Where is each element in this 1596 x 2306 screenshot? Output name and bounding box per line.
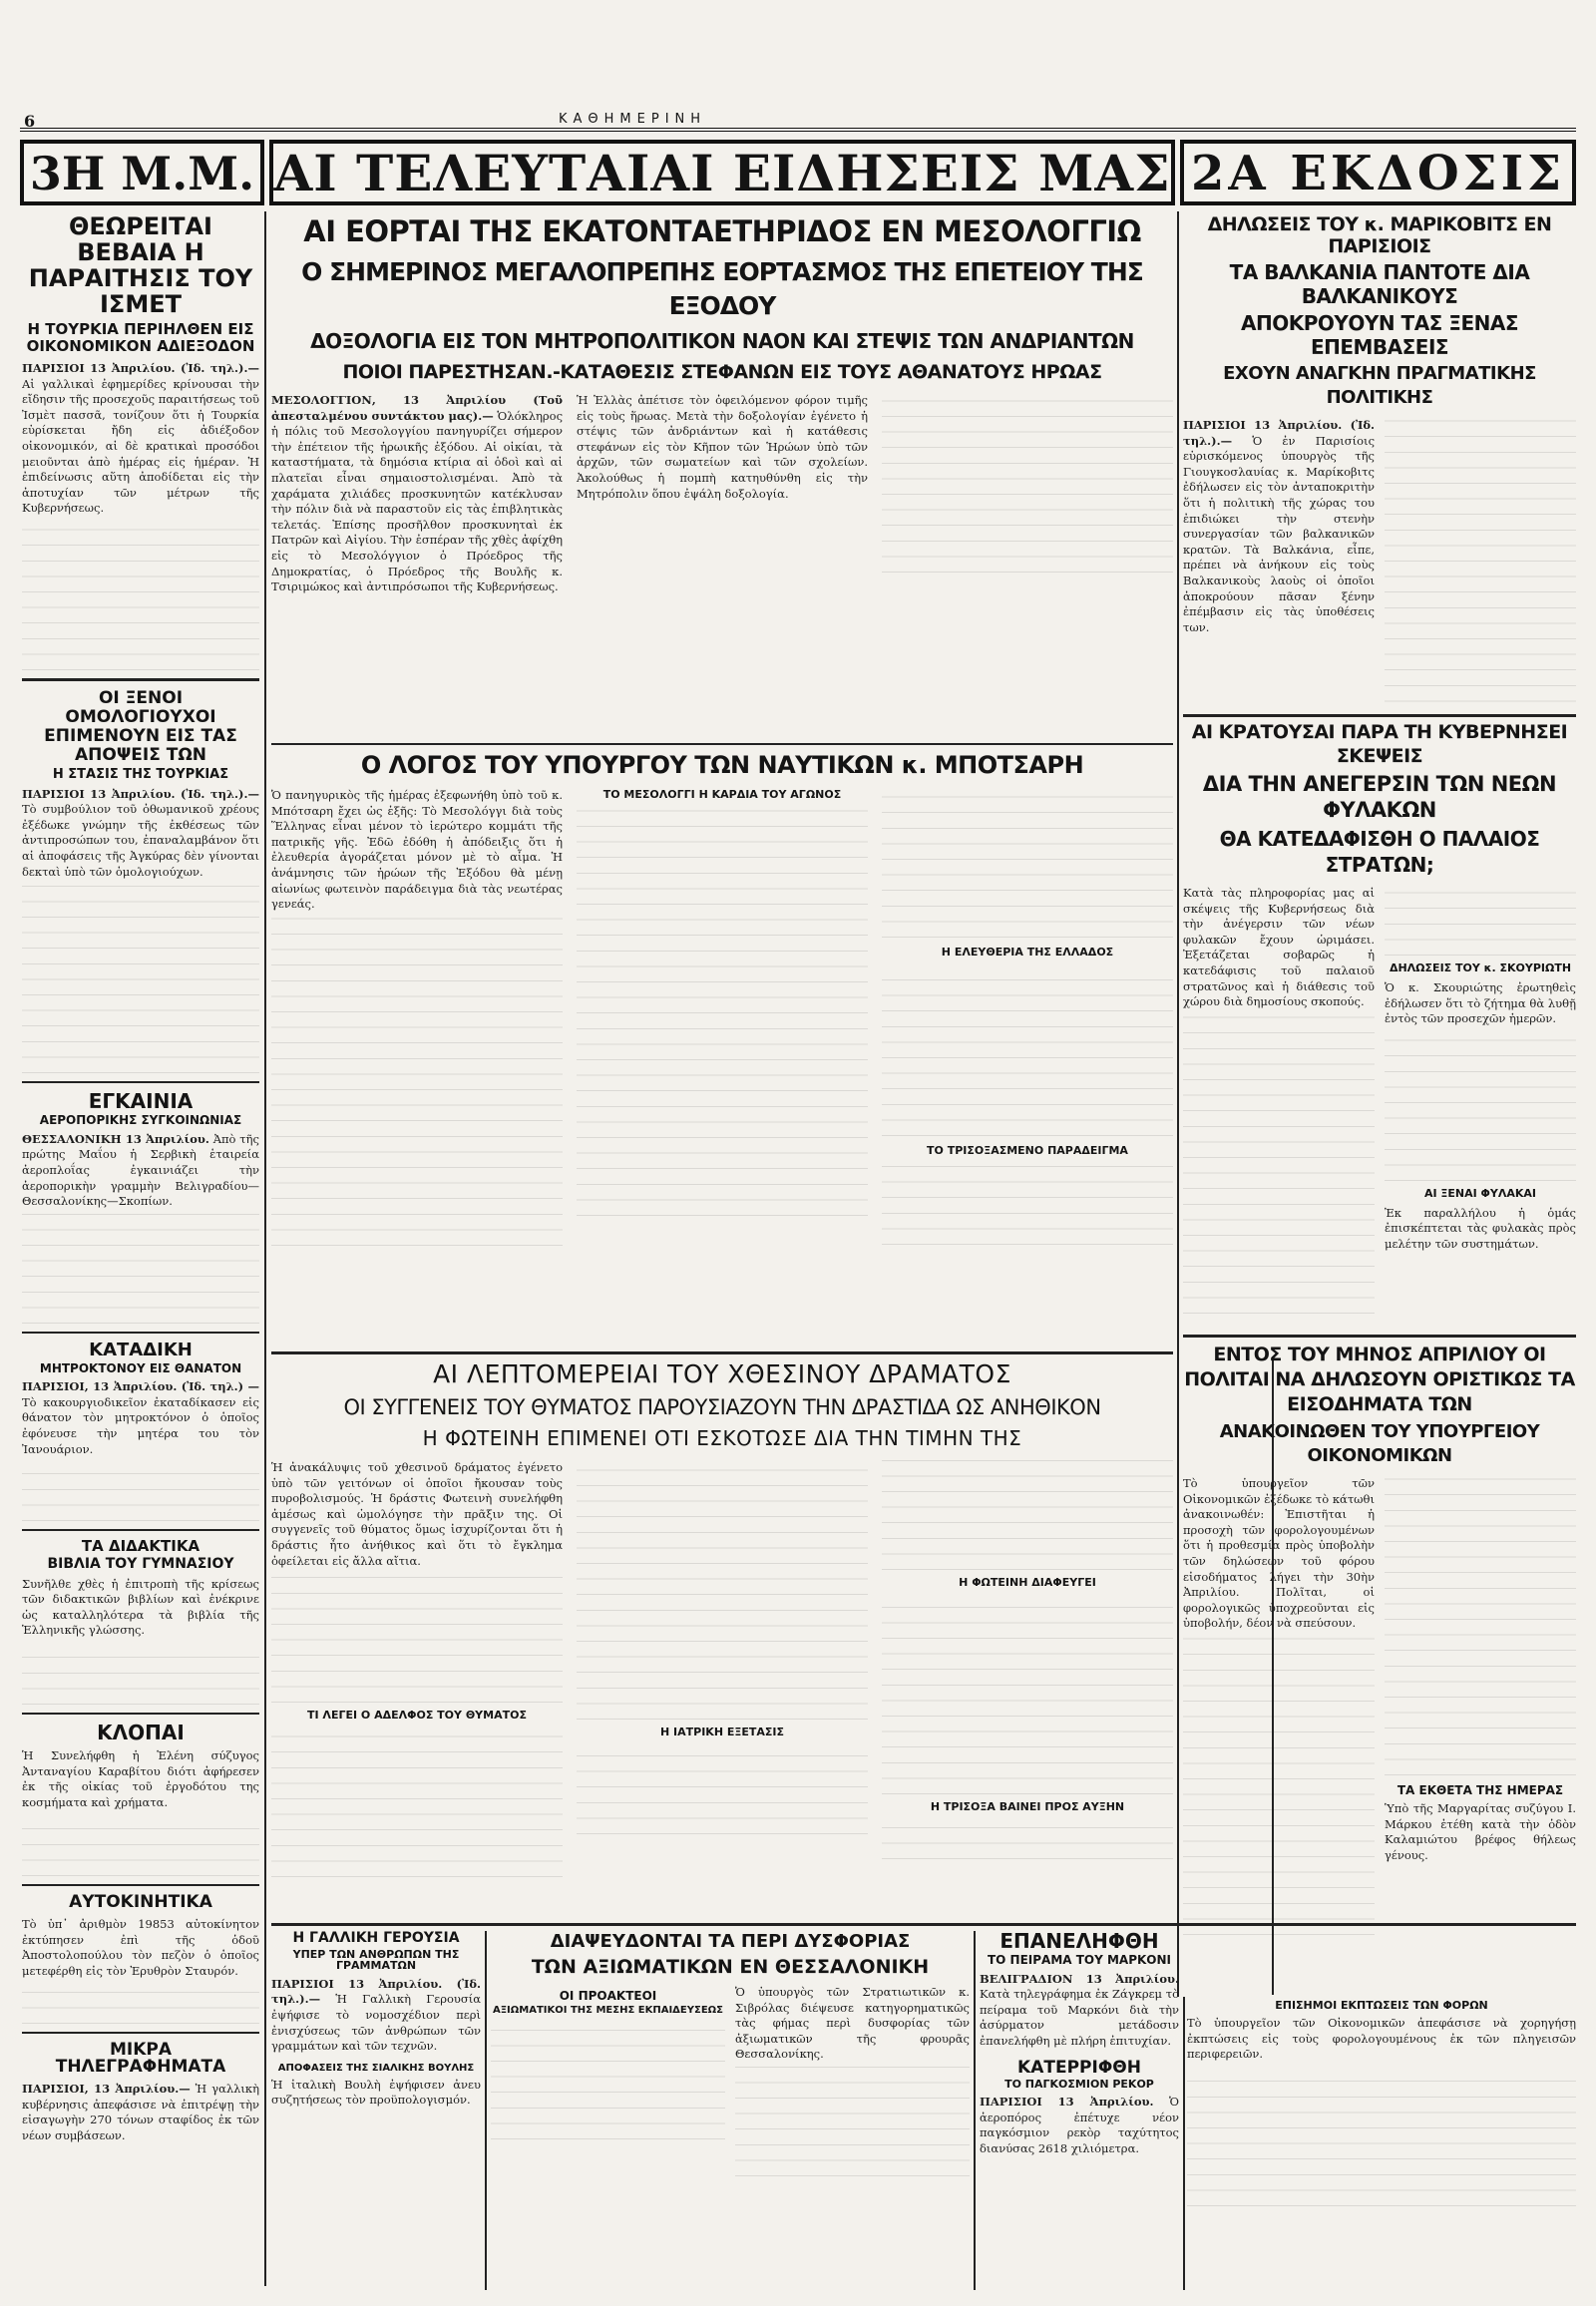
speech-text: Ὁ πανηγυρικὸς τῆς ἡμέρας ἐξεφωνήθη ὑπὸ τοῦ κ. Μπότσαρη ἔχει ὡς ἑξῆς: Τὸ Μεσολόγγι διὰ τοὺς Ἕλληνας εἶναι μένον τὸ ἱερώτερο κομμάτι τῆς πατρικῆς γῆς. Ἐδῶ ἐδόθη ἡ ἀπόδειξις ὅτι ἡ ἐλευθερία ἀγοράζεται μόνον μὲ τὸ αἷμα. Ἡ ἀνάμνησις τῶν ἡρώων τῆς Ἐξόδου θὰ μένῃ αἰωνίως φωτεινὸν παράδειγμα διὰ τὰς νεωτέρας γενεάς.: [271, 788, 563, 912]
left-story-6-headline: ΚΛΟΠΑΙ: [97, 1720, 185, 1744]
drama-headline: ΑΙ ΛΕΠΤΟΜΕΡΕΙΑΙ ΤΟΥ ΧΘΕΣΙΝΟΥ ΔΡΑΜΑΤΟΣ: [433, 1359, 1011, 1388]
column-rule: [1177, 211, 1179, 1997]
text-block: [735, 2067, 970, 2176]
bottom-story-2: [491, 1931, 970, 2290]
bottom-story-3: [980, 1931, 1179, 2290]
drama-subhead-3: Η ΦΩΤΕΙΝΗ ΔΙΑΦΕΥΓΕΙ: [959, 1576, 1096, 1589]
text-block: [271, 917, 563, 1246]
left-story-8-dateline: ΠΑΡΙΣΙΟΙ, 13 Ἀπριλίου.—: [22, 2082, 191, 2097]
text-block: [882, 1819, 1173, 1859]
text-block: [271, 1728, 563, 1877]
top-rule: [20, 128, 1576, 132]
edition-left-box: [20, 140, 264, 205]
left-story-3-text: Ἀπὸ τῆς πρώτης Μαΐου ἡ Σερβικὴ ἑταιρεία ἀεροπλοΐας ἐγκαινιάζει τὴν ἀεροπορικὴν γραμμὴν Βελιγραδίου—Θεσσαλονίκης—Σκοπίων.: [22, 1131, 259, 1209]
left-column: [22, 213, 259, 2298]
bottom-story-1-sub-text: Ἡ ἰταλικὴ Βουλὴ ἐψήφισεν ἀνευ συζητήσεως τὸν προϋπολογισμόν.: [271, 2077, 481, 2108]
text-block: [22, 1814, 259, 1876]
left-story-1-dateline: ΠΑΡΙΣΙΟΙ 13 Ἀπριλίου. (Ἰδ. τηλ.).—: [22, 361, 259, 375]
page-number: 6: [24, 112, 36, 131]
bottom-story-2-deck: ΤΩΝ ΑΞΙΩΜΑΤΙΚΩΝ ΕΝ ΘΕΣΣΑΛΟΝΙΚΗ: [531, 1956, 930, 1978]
left-story-3-headline: ΕΓΚΑΙΝΙΑ: [88, 1089, 194, 1114]
right-story-2-sub2-text: Ἐκ παραλλήλου ἡ ὁμάς ἐπισκέπτεται τὰς φυλακὰς πρὸς μελέτην τῶν συστημάτων.: [1385, 1205, 1576, 1251]
left-story-3-subhead: ΑΕΡΟΠΟΡΙΚΗΣ ΣΥΓΚΟΙΝΩΝΙΑΣ: [39, 1113, 242, 1128]
text-block: [882, 966, 1173, 1136]
text-block: [271, 1573, 563, 1703]
right-story-3-headline: ΕΝΤΟΣ ΤΟΥ ΜΗΝΟΣ ΑΠΡΙΛΙΟΥ ΟΙ ΠΟΛΙΤΑΙ ΝΑ ΔΗΛΩΣΟΥΝ ΟΡΙΣΤΙΚΩΣ ΤΑ ΕΙΣΟΔΗΜΑΤΑ ΤΩΝ: [1184, 1344, 1575, 1415]
bottom-story-2-text: Ὁ ὑπουργὸς τῶν Στρατιωτικῶν κ. Σιβρόλας διέψευσε κατηγορηματικῶς τὰς φήμας περὶ δυσφορίας τῶν ἀξιωματικῶν τῆς φρουρᾶς Θεσσαλονίκης.: [735, 1985, 970, 2062]
bottom-story-3-sub-dateline: ΠΑΡΙΣΙΟΙ 13 Ἀπριλίου.: [980, 2094, 1154, 2109]
main-banner-box: [269, 140, 1175, 205]
right-story-2-text: Κατὰ τὰς πληροφορίας μας αἱ σκέψεις τῆς Κυβερνήσεως διὰ τὴν ἀνέγερσιν τῶν νέων φυλακῶν ἔχουν ὡριμάσει. Ἐξετάζεται σοβαρῶς ἡ κατεδάφισις τοῦ παλαιοῦ στρατῶνος καὶ ἡ διάθεσις τοῦ χώρου διὰ δημοσίους σκοπούς.: [1183, 886, 1375, 1009]
section-rule: [1183, 714, 1576, 717]
left-story-3-dateline: ΘΕΣΣΑΛΟΝΙΚΗ 13 Ἀπριλίου.: [22, 1131, 209, 1146]
right-story-1: [1183, 213, 1576, 712]
lead-deck-1: Ο ΣΗΜΕΡΙΝΟΣ ΜΕΓΑΛΟΠΡΕΠΗΣ ΕΟΡΤΑΣΜΟΣ ΤΗΣ ΕΠΕΤΕΙΟΥ ΤΗΣ ΕΞΟΔΟΥ: [301, 257, 1143, 320]
bottom-story-3-sub-text: Ὁ ἀεροπόρος ἐπέτυχε νέον παγκόσμιον ρεκὸρ ταχύτητος διανύσας 2618 χιλιόμετρα.: [980, 2094, 1179, 2155]
text-block: [22, 1461, 259, 1521]
left-story-1-text: Αἱ γαλλικαὶ ἐφημερίδες κρίνουσαι τὴν εἴδησιν τῆς προσεχοῦς παραιτήσεως τοῦ Ἰσμὲτ πασσᾶ, τονίζουν ὅτι ἡ Τουρκία εὑρίσκεται ἤδη εἰς ἀδιέξοδον οἰκονομικόν, αἱ δὲ κρατικαὶ προσόδοι μειοῦνται ἀπὸ ἡμέρας εἰς ἡμέραν. Ἡ ἐπιδείνωσις αὕτη ἀποδίδεται εἰς τὴν ἀποτυχίαν τῶν μέτρων τῆς Κυβερνήσεως.: [22, 376, 259, 516]
bottom-story-3-text: Κατὰ τηλεγράφημα ἐκ Ζάγκρεμ τὸ πείραμα τοῦ Μαρκόνι διὰ τὴν ἀσύρματον μετάδοσιν ἐπανελήφθη μὲ πλήρη ἐπιτυχίαν.: [980, 1987, 1179, 2048]
speech-story: [271, 750, 1173, 1348]
left-story-3: [22, 1091, 259, 1324]
speech-headline: Ο ΛΟΓΟΣ ΤΟΥ ΥΠΟΥΡΓΟΥ ΤΩΝ ΝΑΥΤΙΚΩΝ κ. ΜΠΟΤΣΑΡΗ: [360, 751, 1084, 779]
drama-subhead-1: ΤΙ ΛΕΓΕΙ Ο ΑΔΕΛΦΟΣ ΤΟΥ ΘΥΜΑΤΟΣ: [307, 1709, 527, 1723]
speech-subhead-2: Η ΕΛΕΥΘΕΡΙΑ ΤΗΣ ΕΛΛΑΔΟΣ: [941, 946, 1114, 959]
text-block: [1385, 1476, 1576, 1775]
left-story-8: [22, 2039, 259, 2144]
center-lead-story: [271, 213, 1173, 742]
bottom-story-3-deck: ΤΟ ΠΕΙΡΑΜΑ ΤΟΥ ΜΑΡΚΟΝΙ: [987, 1953, 1172, 1967]
right-story-2-sub1-text: Ὁ κ. Σκουριώτης ἐρωτηθεὶς ἐδήλωσεν ὅτι τὸ ζήτημα θὰ λυθῇ ἐντὸς τῶν προσεχῶν ἡμερῶν.: [1385, 980, 1576, 1026]
left-story-6: [22, 1720, 259, 1876]
drama-deck-1: ΟΙ ΣΥΓΓΕΝΕΙΣ ΤΟΥ ΘΥΜΑΤΟΣ ΠΑΡΟΥΣΙΑΖΟΥΝ ΤΗΝ ΔΡΑΣΤΙΔΑ ΩΣ ΑΝΗΘΙΚΟΝ: [343, 1395, 1101, 1419]
lead-deck-2: ΔΟΞΟΛΟΓΙΑ ΕΙΣ ΤΟΝ ΜΗΤΡΟΠΟΛΙΤΙΚΟΝ ΝΑΟΝ ΚΑΙ ΣΤΕΨΙΣ ΤΩΝ ΑΝΔΡΙΑΝΤΩΝ: [310, 329, 1134, 353]
text-block: [1385, 1031, 1576, 1181]
section-rule: [22, 1529, 259, 1531]
section-rule: [1183, 1335, 1576, 1338]
right-story-3-deck: ΑΝΑΚΟΙΝΩΘΕΝ ΤΟΥ ΥΠΟΥΡΓΕΙΟΥ ΟΙΚΟΝΟΜΙΚΩΝ: [1219, 1421, 1540, 1466]
section-rule: [271, 1351, 1173, 1354]
left-story-6-text: Ἡ Συνελήφθη ἡ Ἑλένη σύζυγος Ἀνταναγίου Καραβίτου διότι ἀφήρεσεν ἐκ τῆς οἰκίας τοῦ ἐργοδότου της κοσμήματα καὶ χρήματα.: [22, 1747, 259, 1809]
section-rule: [22, 2032, 259, 2034]
column-rule: [974, 1931, 976, 2290]
text-block: [882, 1165, 1173, 1245]
bottom-story-1-subhead: ΑΠΟΦΑΣΕΙΣ ΤΗΣ ΣΙΑΛΙΚΗΣ ΒΟΥΛΗΣ: [277, 2062, 475, 2074]
left-story-7: [22, 1894, 259, 2023]
text-block: [577, 1744, 868, 1834]
text-block: [1187, 2067, 1576, 2206]
drama-subhead-2: Η ΙΑΤΡΙΚΗ ΕΞΕΤΑΣΙΣ: [660, 1726, 784, 1738]
right-story-2-deck-1: ΔΙΑ ΤΗΝ ΑΝΕΓΕΡΣΙΝ ΤΩΝ ΝΕΩΝ ΦΥΛΑΚΩΝ: [1202, 772, 1557, 822]
lead-dateline: ΜΕΣΟΛΟΓΓΙΟΝ, 13 Ἀπριλίου (Τοῦ ἀπεσταλμένου συντάκτου μας).—: [271, 393, 563, 423]
left-story-2: [22, 689, 259, 1073]
text-block: [491, 2020, 725, 2139]
left-story-7-headline: ΑΥΤΟΚΙΝΗΤΙΚΑ: [69, 1892, 212, 1913]
section-rule: [22, 678, 259, 681]
right-story-1-headline: ΔΗΛΩΣΕΙΣ ΤΟΥ κ. ΜΑΡΙΚΟΒΙΤΣ ΕΝ ΠΑΡΙΣΙΟΙΣ: [1207, 213, 1552, 257]
right-story-2-subhead-1: ΔΗΛΩΣΕΙΣ ΤΟΥ κ. ΣΚΟΥΡΙΩΤΗ: [1389, 961, 1572, 974]
drama-story: [271, 1358, 1173, 1917]
text-block: [1183, 1014, 1375, 1314]
right-story-3: [1183, 1343, 1576, 1991]
left-story-1-subhead: Η ΤΟΥΡΚΙΑ ΠΕΡΙΗΛΘΕΝ ΕΙΣ ΟΙΚΟΝΟΜΙΚΟΝ ΑΔΙΕΞΟΔΟΝ: [26, 320, 255, 355]
lead-headline: ΑΙ ΕΟΡΤΑΙ ΤΗΣ ΕΚΑΤΟΝΤΑΕΤΗΡΙΔΟΣ ΕΝ ΜΕΣΟΛΟΓΓΙΩ: [303, 214, 1141, 248]
bottom-story-2-sub-deck: ΑΞΙΩΜΑΤΙΚΟΙ ΤΗΣ ΜΕΣΗΣ ΕΚΠΑΙΔΕΥΣΕΩΣ: [493, 2005, 723, 2016]
bottom-story-3-headline: ΕΠΑΝΕΛΗΦΘΗ: [999, 1931, 1159, 1953]
left-story-2-text: Τὸ συμβούλιον τοῦ ὀθωμανικοῦ χρέους ἐξέδωκε γνώμην τῆς ἐκθέσεως τῶν ἀντιπροσώπων του, ἐπαναλαμβάνον ὅτι αἱ ἀποφάσεις τῆς Ἀγκύρας δὲν γίνονται δεκταὶ ὑπὸ τῶν ὁμολογιούχων.: [22, 802, 259, 879]
section-rule: [22, 1713, 259, 1715]
bottom-story-4-headline: ΕΠΙΣΗΜΟΙ ΕΚΠΤΩΣΕΙΣ ΤΩΝ ΦΟΡΩΝ: [1275, 1999, 1488, 2012]
bottom-story-1-dateline: ΠΑΡΙΣΙΟΙ 13 Ἀπριλίου. (Ἰδ. τηλ.).—: [271, 1976, 481, 2007]
text-block: [22, 1984, 259, 2024]
bottom-story-1-headline: Η ΓΑΛΛΙΚΗ ΓΕΡΟΥΣΙΑ: [292, 1931, 460, 1946]
edition-left: 3Η Μ.Μ.: [29, 147, 255, 200]
bottom-story-2-subhead: ΟΙ ΠΡΟΑΚΤΕΟΙ: [559, 1989, 657, 2003]
text-block: [1183, 1636, 1375, 1935]
text-block: [882, 788, 1173, 938]
masthead: ΚΑΘΗΜΕΡΙΝΗ: [559, 112, 707, 127]
lead-text: Ὁλόκληρος ἡ πόλις τοῦ Μεσολογγίου πανηγυρίζει σήμερον τὴν ἐπέτειον τῆς ἡρωικῆς ἐξόδου. Αἱ οἰκίαι, τὰ καταστήματα, τὰ δημόσια κτίρια αἱ ὁδοὶ καὶ αἱ πλατεῖαι εἶναι σημαιοστολισμέναι. Ἀπὸ τὰ χαράματα χιλιάδες προσκυνητῶν κατέκλυσαν τὴν πόλιν διὰ νὰ παραστοῦν εἰς τὰς ἐπιβλητικὰς τελετάς. Ἐπίσης προσῆλθον προσκυνηταὶ ἐκ Πατρῶν καὶ Αἰγίου. Τὴν ἐσπέραν τῆς χθὲς ἀφίχθη εἰς τὸ Μεσολόγγιον ὁ Πρόεδρος τῆς Δημοκρατίας, ὁ Πρόεδρος τῆς Βουλῆς κ. Τσιριμώκος καὶ ἀντιπρόσωποι τῆς Κυβερνήσεως.: [271, 408, 564, 594]
left-story-2-headline: ΟΙ ΞΕΝΟΙ ΟΜΟΛΟΓΙΟΥΧΟΙ ΕΠΙΜΕΝΟΥΝ ΕΙΣ ΤΑΣ ΑΠΟΨΕΙΣ ΤΩΝ: [44, 687, 237, 765]
column-rule: [485, 1931, 487, 2290]
bottom-story-3-dateline: ΒΕΛΙΓΡΑΔΙΟΝ 13 Ἀπριλίου.: [980, 1971, 1179, 1986]
left-story-5-subhead: ΒΙΒΛΙΑ ΤΟΥ ΓΥΜΝΑΣΙΟΥ: [47, 1555, 234, 1572]
left-story-4: [22, 1339, 259, 1521]
left-story-8-headline: ΜΙΚΡΑ ΤΗΛΕΓΡΑΦΗΜΑΤΑ: [55, 2039, 226, 2078]
bottom-story-2-headline: ΔΙΑΨΕΥΔΟΝΤΑΙ ΤΑ ΠΕΡΙ ΔΥΣΦΟΡΙΑΣ: [550, 1931, 911, 1952]
right-story-2-deck-2: ΘΑ ΚΑΤΕΔΑΦΙΣΘΗ Ο ΠΑΛΑΙΟΣ ΣΤΡΑΤΩΝ;: [1219, 827, 1540, 877]
section-rule: [271, 1923, 1576, 1926]
text-block: [882, 1595, 1173, 1794]
text-block: [22, 1214, 259, 1324]
column-rule: [264, 211, 266, 2286]
left-story-5: [22, 1539, 259, 1705]
left-story-8-text: Ἡ γαλλικὴ κυβέρνησις ἀπεφάσισε νὰ ἐπιτρέψῃ τὴν εἰσαγωγὴν 270 τόνων σταφίδος ἐκ τῶν νέων συμβάσεων.: [22, 2082, 259, 2143]
edition-right-box: [1180, 140, 1576, 205]
column-rule: [1183, 1997, 1185, 2290]
right-story-1-deck-3: ΕΧΟΥΝ ΑΝΑΓΚΗΝ ΠΡΑΓΜΑΤΙΚΗΣ ΠΟΛΙΤΙΚΗΣ: [1223, 363, 1536, 408]
text-block: [22, 884, 259, 1073]
section-rule: [22, 1884, 259, 1886]
right-story-2-headline: ΑΙ ΚΡΑΤΟΥΣΑΙ ΠΑΡΑ ΤΗ ΚΥΒΕΡΝΗΣΕΙ ΣΚΕΨΕΙΣ: [1191, 721, 1568, 767]
bottom-story-1-text: Ἡ Γαλλικὴ Γερουσία ἐψήφισε τὸ νομοσχέδιον περὶ ἐνισχύσεως τῶν ἀνθρώπων τῶν γραμμάτων καὶ τῶν τεχνῶν.: [271, 1992, 481, 2054]
left-story-7-text: Τὸ ὑπ᾽ ἀριθμὸν 19853 αὐτοκίνητον ἐκτύπησεν ἐπὶ τῆς ὁδοῦ Ἀποστολοπούλου τὸν πεζὸν ὁ ὁποῖος μετεφέρθη εἰς τὸν Ἐρυθρὸν Σταυρόν.: [22, 1917, 259, 1978]
right-story-4-headline: ΤΑ ΕΚΘΕΤΑ ΤΗΣ ΗΜΕΡΑΣ: [1396, 1783, 1564, 1797]
drama-text: Ἡ ἀνακάλυψις τοῦ χθεσινοῦ δράματος ἐγένετο ὑπὸ τῶν γειτόνων οἱ ὁποῖοι ἤκουσαν τοὺς πυροβολισμούς. Ἡ δράστις Φωτεινὴ συνελήφθη ἀμέσως καὶ ὡμολόγησε τὴν πρᾶξιν της. Οἱ συγγενεῖς τοῦ θύματος ὅμως ἰσχυρίζονται ὅτι ἡ δράστις ἦτο ἀνήθικος καὶ ὅτι τὸ ἔγκλημα ὀφείλεται εἰς ἄλλα αἴτια.: [271, 1460, 563, 1568]
right-story-2-subhead-2: ΑΙ ΞΕΝΑΙ ΦΥΛΑΚΑΙ: [1423, 1186, 1536, 1200]
bottom-story-1: [271, 1931, 481, 2290]
bottom-story-1-deck: ΥΠΕΡ ΤΩΝ ΑΝΘΡΩΠΩΝ ΤΗΣ ΓΡΑΜΜΑΤΩΝ: [292, 1947, 460, 1973]
text-block: [1385, 418, 1576, 712]
bottom-story-3-sub-deck: ΤΟ ΠΑΓΚΟΣΜΙΟΝ ΡΕΚΟΡ: [1004, 2078, 1154, 2092]
left-story-1: [22, 213, 259, 670]
left-story-4-text: Τὸ κακουργιοδικεῖον ἐκαταδίκασεν εἰς θάνατον τὸν μητροκτόνον ὁ ὁποῖος ἐφόνευσε τὴν μητέρα του τὸν Ἰανουάριον.: [22, 1394, 259, 1456]
section-rule: [22, 1332, 259, 1334]
right-story-3-text: Τὸ ὑπουργεῖον τῶν Οἰκονομικῶν ἐξέδωκε τὸ κάτωθι ἀνακοινωθέν: Ἐπιστῆται ἡ προσοχὴ τῶν φορολογουμένων ὅτι ἡ προθεσμία πρὸς ὑποβολὴν τῶν δηλώσεων τοῦ φόρου εἰσοδήματος λήγει τὴν 30ὴν Ἀπριλίου. Πολῖται, οἱ φορολογικῶς ὑποχρεοῦνται εἰς ὑποβολήν, δέον νὰ σπεύσουν.: [1183, 1476, 1375, 1631]
text-block: [882, 393, 1173, 573]
speech-subhead-3: ΤΟ ΤΡΙΣΟΞΑΣΜΕΝΟ ΠΑΡΑΔΕΙΓΜΑ: [927, 1144, 1128, 1157]
section-rule: [271, 743, 1173, 745]
section-rule: [22, 1081, 259, 1083]
right-story-1-text: Ὁ ἐν Παρισίοις εὑρισκόμενος ὑπουργὸς τῆς Γιουγκοσλαυίας κ. Μαρίκοβιτς ἐδήλωσεν εἰς τὸν ἀνταποκριτὴν ὅτι ἡ πολιτικὴ τῆς χώρας του ἐπιδιώκει τὴν στενὴν συνεργασίαν τῶν βαλκανικῶν κρατῶν. Τὰ Βαλκάνια, εἶπε, πρέπει νὰ ἀνήκουν εἰς τοὺς Βαλκανικοὺς λαοὺς οἱ ὁποῖοι ἀποκρούουν πᾶσαν ξένην ἐπέμβασιν εἰς τὰς ὑποθέσεις των.: [1183, 433, 1376, 634]
left-story-5-text: Συνῆλθε χθὲς ἡ ἐπιτροπὴ τῆς κρίσεως τῶν διδακτικῶν βιβλίων καὶ ἐνέκρινε ὡς καταλληλότερα τὰ βιβλία τῆς Ἑλληνικῆς γλώσσης.: [22, 1576, 259, 1638]
right-story-1-dateline: ΠΑΡΙΣΙΟΙ 13 Ἀπριλίου. (Ἰδ. τηλ.).—: [1183, 418, 1375, 448]
text-block: [577, 807, 868, 1216]
drama-subhead-4: Η ΤΡΙΣΟΞΑ ΒΑΙΝΕΙ ΠΡΟΣ ΑΥΞΗΝ: [930, 1800, 1125, 1813]
lead-text-2: Ἡ Ἑλλὰς ἀπέτισε τὸν ὀφειλόμενον φόρον τιμῆς εἰς τοὺς ἥρωας. Μετὰ τὴν δοξολογίαν ἐγένετο ἡ στέψις τῶν ἀνδριάντων καὶ ἡ κατάθεσις στεφάνων εἰς τὸν Κῆπον τῶν Ἡρώων ὑπὸ τῶν ἀρχῶν, τῶν σωματείων καὶ τῶν σχολείων. Ἀκολούθως ἡ πομπὴ κατηυθύνθη εἰς τὴν Μητρόπολιν ὅπου ἐψάλη δοξολογία.: [577, 393, 868, 501]
left-story-4-dateline: ΠΑΡΙΣΙΟΙ, 13 Ἀπριλίου. (Ἰδ. τηλ.) —: [22, 1379, 259, 1394]
text-block: [1385, 886, 1576, 956]
text-block: [22, 1643, 259, 1705]
left-story-2-subhead: Η ΣΤΑΣΙΣ ΤΗΣ ΤΟΥΡΚΙΑΣ: [52, 766, 229, 782]
left-story-4-headline: ΚΑΤΑΔΙΚΗ: [89, 1339, 193, 1360]
edition-right: 2Α ΕΚΔΟΣΙΣ: [1190, 146, 1566, 201]
left-story-1-headline: ΘΕΩΡΕΙΤΑΙ ΒΕΒΑΙΑ Η ΠΑΡΑΙΤΗΣΙΣ ΤΟΥ ΙΣΜΕΤ: [28, 213, 253, 318]
drama-deck-2: Η ΦΩΤΕΙΝΗ ΕΠΙΜΕΝΕΙ ΟΤΙ ΕΣΚΟΤΩΣΕ ΔΙΑ ΤΗΝ ΤΙΜΗΝ ΤΗΣ: [422, 1426, 1022, 1450]
right-story-1-deck-2: ΑΠΟΚΡΟΥΟΥΝ ΤΑΣ ΞΕΝΑΣ ΕΠΕΜΒΑΣΕΙΣ: [1241, 311, 1518, 359]
bottom-story-4: [1187, 1999, 1576, 2290]
left-story-4-subhead: ΜΗΤΡΟΚΤΟΝΟΥ ΕΙΣ ΘΑΝΑΤΟΝ: [39, 1360, 242, 1375]
speech-subhead-1: ΤΟ ΜΕΣΟΛΟΓΓΙ Η ΚΑΡΔΙΑ ΤΟΥ ΑΓΩΝΟΣ: [602, 788, 842, 801]
left-story-2-dateline: ΠΑΡΙΣΙΟΙ 13 Ἀπριλίου. (Ἰδ. τηλ.).—: [22, 786, 259, 801]
bottom-story-4-text: Τὸ ὑπουργεῖον τῶν Οἰκονομικῶν ἀπεφάσισε νὰ χορηγήσῃ ἐκπτώσεις εἰς τοὺς φορολογουμένους ἐκ τῶν πληγεισῶν περιφερειῶν.: [1187, 2016, 1576, 2062]
right-story-4-text: Ὑπὸ τῆς Μαργαρίτας συζύγου Ι. Μάρκου ἐτέθη κατὰ τὴν ὁδὸν Καλαμιώτου βρέφος θήλεως γένους.: [1385, 1801, 1576, 1862]
main-banner: ΑΙ ΤΕΛΕΥΤΑΙΑΙ ΕΙΔΗΣΕΙΣ ΜΑΣ: [273, 144, 1171, 202]
text-block: [882, 1460, 1173, 1570]
right-story-2: [1183, 720, 1576, 1329]
text-block: [577, 1460, 868, 1720]
text-block: [22, 521, 259, 670]
left-story-5-headline: ΤΑ ΔΙΔΑΚΤΙΚΑ: [81, 1537, 200, 1556]
right-story-1-deck-1: ΤΑ ΒΑΛΚΑΝΙΑ ΠΑΝΤΟΤΕ ΔΙΑ ΒΑΛΚΑΝΙΚΟΥΣ: [1229, 260, 1530, 308]
lead-deck-3: ΠΟΙΟΙ ΠΑΡΕΣΤΗΣΑΝ.-ΚΑΤΑΘΕΣΙΣ ΣΤΕΦΑΝΩΝ ΕΙΣ ΤΟΥΣ ΑΘΑΝΑΤΟΥΣ ΗΡΩΑΣ: [342, 361, 1102, 383]
bottom-story-3-subhead: ΚΑΤΕΡΡΙΦΘΗ: [1017, 2057, 1141, 2078]
